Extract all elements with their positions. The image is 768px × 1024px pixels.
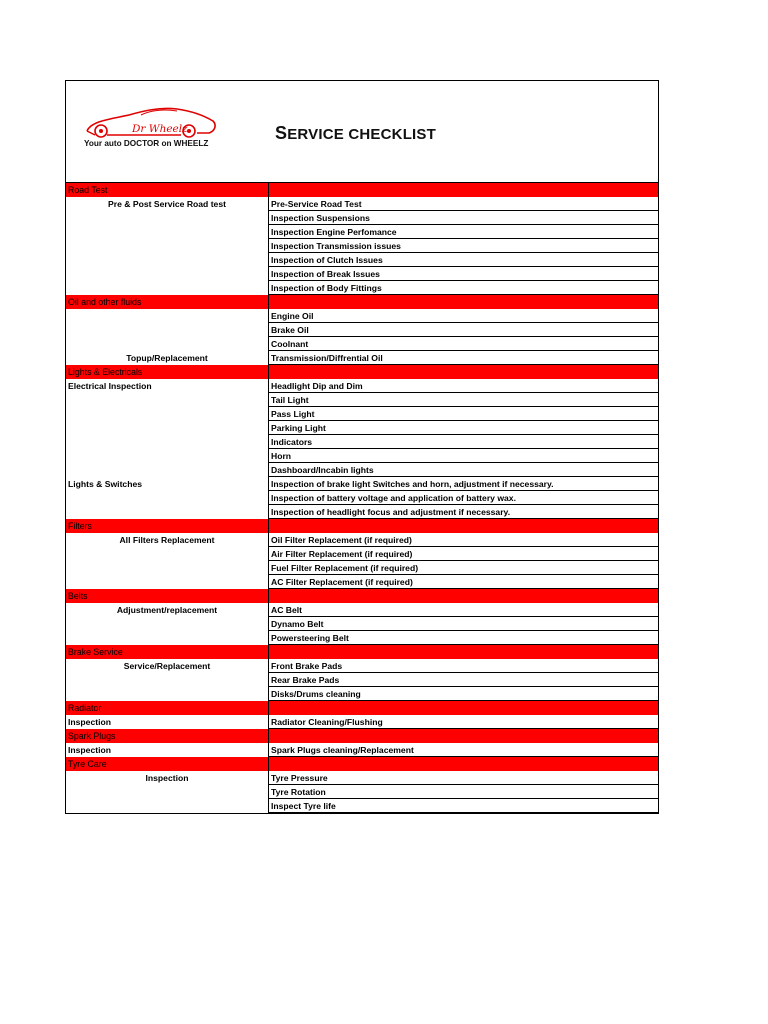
section-title: Spark Plugs bbox=[68, 731, 116, 741]
table-row bbox=[66, 239, 658, 253]
row-category-cell bbox=[66, 547, 268, 561]
row-category-cell: Adjustment/replacement bbox=[116, 605, 218, 615]
checklist-item-cell: Inspect Tyre life bbox=[268, 799, 658, 813]
checklist-item-cell: Pre-Service Road Test bbox=[268, 197, 658, 211]
checklist-item-cell: Coolnant bbox=[268, 337, 658, 351]
section-title: Oil and other fluids bbox=[68, 297, 142, 307]
title-rest: ERVICE CHECKLIST bbox=[287, 126, 436, 143]
row-category-cell bbox=[66, 281, 268, 295]
checklist-item-cell: Powersteering Belt bbox=[268, 631, 658, 645]
checklist-item-cell: Fuel Filter Replacement (if required) bbox=[268, 561, 658, 575]
checklist-item-cell: Brake Oil bbox=[268, 323, 658, 337]
row-category-cell bbox=[66, 239, 268, 253]
section-title: Belts bbox=[68, 591, 88, 601]
table-row bbox=[66, 337, 658, 351]
table-row bbox=[66, 575, 658, 589]
table-row bbox=[66, 673, 658, 687]
checklist-item-cell: Pass Light bbox=[268, 407, 658, 421]
table-row bbox=[66, 211, 658, 225]
sheet-header bbox=[66, 81, 658, 182]
row-category-cell bbox=[66, 337, 268, 351]
section-header-cell bbox=[268, 183, 658, 197]
checklist-item-cell: Parking Light bbox=[268, 421, 658, 435]
checklist-item-cell: Inspection of battery voltage and application of battery wax. bbox=[268, 491, 658, 505]
section-header-row bbox=[66, 183, 658, 197]
row-category-cell bbox=[66, 435, 268, 449]
section-header-row bbox=[66, 589, 658, 603]
section-title: Road Test bbox=[68, 185, 108, 195]
checklist-item-cell: Radiator Cleaning/Flushing bbox=[268, 715, 658, 729]
section-header-row bbox=[66, 645, 658, 659]
checklist-item-cell: Transmission/Diffrential Oil bbox=[268, 351, 658, 365]
table-row bbox=[66, 309, 658, 323]
section-title: Lights & Electricals bbox=[68, 367, 143, 377]
section-header-cell bbox=[268, 365, 658, 379]
checklist-item-cell: Tyre Rotation bbox=[268, 785, 658, 799]
table-row bbox=[66, 379, 658, 393]
row-category-cell bbox=[66, 421, 268, 435]
table-row bbox=[66, 603, 658, 617]
checklist-item-cell: AC Belt bbox=[268, 603, 658, 617]
checklist-item-cell: Inspection Suspensions bbox=[268, 211, 658, 225]
checklist-table bbox=[66, 182, 658, 813]
section-header-row bbox=[66, 701, 658, 715]
table-row bbox=[66, 449, 658, 463]
section-title: Radiator bbox=[68, 703, 102, 713]
checklist-item-cell: Inspection of headlight focus and adjustment if necessary. bbox=[268, 505, 658, 519]
row-category-cell bbox=[66, 491, 268, 505]
row-category-cell bbox=[66, 393, 268, 407]
section-title: Brake Service bbox=[68, 647, 123, 657]
row-category-cell: All Filters Replacement bbox=[119, 535, 215, 545]
table-row bbox=[66, 743, 658, 757]
table-row bbox=[66, 771, 658, 785]
row-category-cell bbox=[66, 323, 268, 337]
section-header-cell bbox=[268, 701, 658, 715]
section-header-row bbox=[66, 729, 658, 743]
checklist-item-cell: Dynamo Belt bbox=[268, 617, 658, 631]
checklist-item-cell: Engine Oil bbox=[268, 309, 658, 323]
table-row bbox=[66, 197, 658, 211]
table-row bbox=[66, 533, 658, 547]
checklist-item-cell: Horn bbox=[268, 449, 658, 463]
table-row bbox=[66, 351, 658, 365]
row-category-cell bbox=[66, 631, 268, 645]
table-row bbox=[66, 547, 658, 561]
row-category-cell: Inspection bbox=[68, 717, 111, 727]
brand-tagline: Your auto DOCTOR on WHEELZ bbox=[84, 139, 209, 148]
checklist-item-cell: Inspection of Clutch Issues bbox=[268, 253, 658, 267]
row-category-cell bbox=[66, 561, 268, 575]
section-header-cell bbox=[268, 519, 658, 533]
row-category-cell bbox=[66, 225, 268, 239]
section-header-row bbox=[66, 365, 658, 379]
section-header-cell bbox=[268, 729, 658, 743]
row-category-cell bbox=[66, 449, 268, 463]
checklist-item-cell: Indicators bbox=[268, 435, 658, 449]
row-category-cell bbox=[66, 267, 268, 281]
table-row bbox=[66, 267, 658, 281]
row-category-cell: Inspection bbox=[68, 745, 111, 755]
row-category-cell bbox=[66, 785, 268, 799]
section-header-row bbox=[66, 519, 658, 533]
checklist-item-cell: Dashboard/Incabin lights bbox=[268, 463, 658, 477]
table-row bbox=[66, 785, 658, 799]
table-row bbox=[66, 421, 658, 435]
section-header-cell bbox=[268, 589, 658, 603]
table-row bbox=[66, 477, 658, 491]
row-category-cell bbox=[66, 575, 268, 589]
table-row bbox=[66, 435, 658, 449]
row-category-cell bbox=[66, 673, 268, 687]
checklist-item-cell: Disks/Drums cleaning bbox=[268, 687, 658, 701]
table-row bbox=[66, 561, 658, 575]
section-header-cell bbox=[268, 757, 658, 771]
checklist-item-cell: Inspection of Break Issues bbox=[268, 267, 658, 281]
table-row bbox=[66, 799, 658, 813]
checklist-item-cell: Inspection of Body Fittings bbox=[268, 281, 658, 295]
table-row bbox=[66, 617, 658, 631]
checklist-item-cell: Front Brake Pads bbox=[268, 659, 658, 673]
checklist-item-cell: Spark Plugs cleaning/Replacement bbox=[268, 743, 658, 757]
section-header-row bbox=[66, 295, 658, 309]
row-category-cell bbox=[66, 505, 268, 519]
section-header-cell bbox=[268, 645, 658, 659]
row-category-cell: Inspection bbox=[145, 773, 189, 783]
title-first-letter: S bbox=[275, 123, 288, 143]
checklist-item-cell: Headlight Dip and Dim bbox=[268, 379, 658, 393]
table-row bbox=[66, 491, 658, 505]
table-row bbox=[66, 715, 658, 729]
row-category-cell bbox=[66, 463, 268, 477]
table-row bbox=[66, 225, 658, 239]
section-header-cell bbox=[268, 295, 658, 309]
table-row bbox=[66, 631, 658, 645]
row-category-cell: Electrical Inspection bbox=[68, 381, 152, 391]
table-row bbox=[66, 393, 658, 407]
table-row bbox=[66, 253, 658, 267]
row-category-cell bbox=[66, 309, 268, 323]
checklist-item-cell: Inspection of brake light Switches and horn, adjustment if necessary. bbox=[268, 477, 658, 491]
row-category-cell bbox=[66, 617, 268, 631]
row-category-cell: Topup/Replacement bbox=[126, 353, 208, 363]
table-row bbox=[66, 281, 658, 295]
row-category-cell: Service/Replacement bbox=[123, 661, 211, 671]
checklist-sheet bbox=[65, 80, 659, 814]
table-row bbox=[66, 463, 658, 477]
table-row bbox=[66, 407, 658, 421]
section-title: Filters bbox=[68, 521, 92, 531]
checklist-item-cell: Inspection Transmission issues bbox=[268, 239, 658, 253]
row-category-cell: Lights & Switches bbox=[68, 479, 143, 489]
checklist-item-cell: AC Filter Replacement (if required) bbox=[268, 575, 658, 589]
table-row bbox=[66, 659, 658, 673]
checklist-item-cell: Rear Brake Pads bbox=[268, 673, 658, 687]
row-category-cell bbox=[66, 799, 268, 813]
row-category-cell bbox=[66, 407, 268, 421]
table-row bbox=[66, 687, 658, 701]
page-title bbox=[275, 123, 436, 144]
checklist-item-cell: Tail Light bbox=[268, 393, 658, 407]
checklist-item-cell: Oil Filter Replacement (if required) bbox=[268, 533, 658, 547]
row-category-cell bbox=[66, 687, 268, 701]
row-category-cell bbox=[66, 211, 268, 225]
section-title: Tyre Care bbox=[68, 759, 107, 769]
table-row bbox=[66, 505, 658, 519]
section-header-row bbox=[66, 757, 658, 771]
row-category-cell bbox=[66, 253, 268, 267]
row-category-cell: Pre & Post Service Road test bbox=[108, 199, 226, 209]
table-row bbox=[66, 323, 658, 337]
checklist-item-cell: Inspection Engine Perfomance bbox=[268, 225, 658, 239]
brand-name: Dr Wheelz bbox=[132, 123, 188, 135]
checklist-item-cell: Tyre Pressure bbox=[268, 771, 658, 785]
checklist-item-cell: Air Filter Replacement (if required) bbox=[268, 547, 658, 561]
